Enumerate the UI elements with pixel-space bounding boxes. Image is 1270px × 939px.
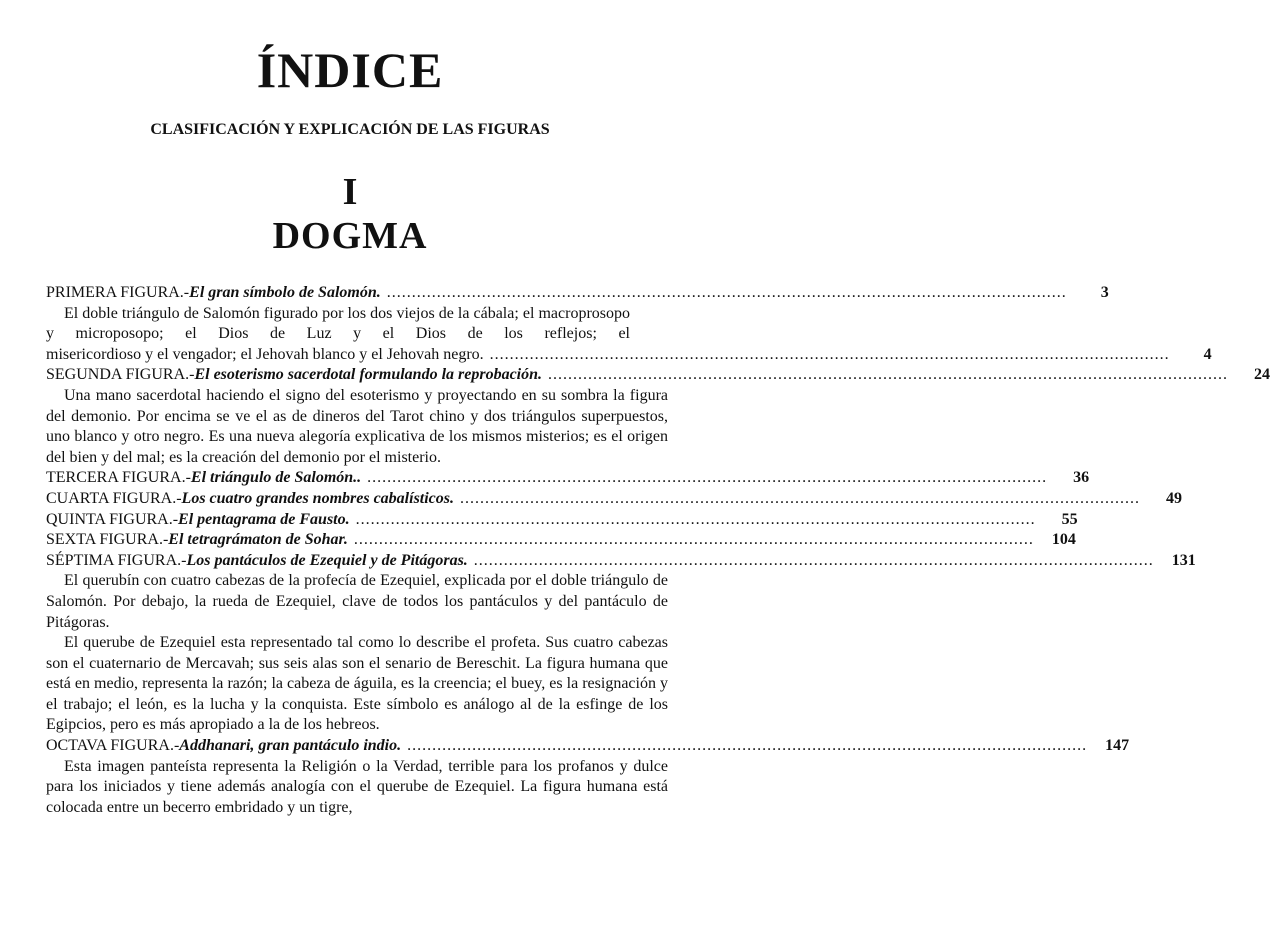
entry-label: QUINTA FIGURA.- [46,510,179,528]
page-title: ÍNDICE [256,42,444,98]
entry-label: SEXTA FIGURA.- [46,531,169,549]
index-content [46,283,1270,818]
entry-page: 104 [1051,531,1076,549]
entry-title: El pentagrama de Fausto. [178,510,350,528]
entry-title: El esoterismo sacerdotal formulando la reprobación. [194,366,543,384]
leader-dots: ........................................................................................................................................ [548,366,1229,384]
entry-description: El querube de Ezequiel esta representado tal como lo describe el profeta. Sus cuatro cabezas son el cuaternario de Mercavah; sus seis alas son el senario de Bereschit. La figura humana que está en medio, representa la razón; la cabeza de águila, es la creencia; el buey, es la resignación y el trabajo; el león, es la lucha y la conquista. Este símbolo es análogo al de la esfinge de los Egipcios, pero es más apropiado a la de los hebreos. [46,634,668,734]
leader-dots: ........................................................................................................................................ [489,345,1170,363]
index-entry-octava[interactable] [46,736,1130,757]
entry-page: 147 [1105,737,1130,755]
entry-description: Esta imagen panteísta representa la Religión o la Verdad, terrible para los profanos y dulce para los iniciados y tiene además analogía con el querube de Ezequiel. La figura humana está colocada entre un becerro embridado y un tigre, [46,757,668,816]
entry-description: Una mano sacerdotal haciendo el signo del esoterismo y proyectando en su sombra la figura del demonio. Por encima se ve el as de dineros del Tarot chino y dos triángulos superpuestos, uno blanco y otro negro. Es una nueva alegoría explicativa de los mismos misterios; es el origen del bien y del mal; es la creación del demonio por el misterio. [46,386,668,466]
entry-page: 49 [1166,489,1183,507]
entry-description-text: misericordioso y el vengador; el Jehovah blanco y el Jehovah negro. [46,345,484,363]
entry-description-last-line [46,345,1212,366]
entry-page: 3 [1100,284,1109,301]
entry-page: 4 [1203,345,1212,363]
entry-label: SEGUNDA FIGURA.- [46,366,195,384]
entry-page: 36 [1073,469,1090,487]
entry-page: 24 [1254,366,1270,384]
entry-title: Addhanari, gran pantáculo indio. [179,737,402,755]
entry-label: CUARTA FIGURA.- [46,489,182,507]
part-title: DOGMA [272,215,428,257]
entry-title: Los cuatro grandes nombres cabalísticos. [181,489,455,507]
entry-title: El gran símbolo de Salomón. [189,284,381,301]
index-entry-septima[interactable] [46,551,1196,572]
leader-dots: ........................................................................................................................................ [460,489,1141,507]
entry-label: PRIMERA FIGURA.- [46,284,190,301]
leader-dots: ........................................................................................................................................ [355,510,1036,528]
page-subtitle: CLASIFICACIÓN Y EXPLICACIÓN DE LAS FIGURAS [150,121,550,138]
entry-label: SÉPTIMA FIGURA.- [46,551,187,569]
part-numeral: I [342,171,358,213]
leader-dots: ........................................................................................................................................ [407,737,1088,755]
entry-description: El doble triángulo de Salomón figurado por los dos viejos de la cábala; el macroprosopo y microposopo; el Dios de Luz y el Dios de los reflejos; el [46,304,630,343]
leader-dots: ........................................................................................................................................ [386,284,1067,301]
entry-page: 55 [1061,510,1078,528]
index-entry-primera[interactable] [46,283,1109,304]
index-entry-cuarta[interactable] [46,489,1183,510]
entry-label: TERCERA FIGURA.- [46,469,191,487]
entry-title: El triángulo de Salomón.. [190,469,362,487]
entry-description: El querubín con cuatro cabezas de la profecía de Ezequiel, explicada por el doble triángulo de Salomón. Por debajo, la rueda de Ezequiel, clave de todos los pantáculos y del pantáculo de Pitágoras. [46,572,668,631]
leader-dots: ........................................................................................................................................ [367,469,1048,487]
index-entry-sexta[interactable] [46,530,1076,551]
index-entry-quinta[interactable] [46,510,1078,531]
entry-page: 131 [1171,551,1196,569]
index-entry-tercera[interactable] [46,468,1090,489]
entry-title: El tetragrámaton de Sohar. [168,531,348,549]
index-entry-segunda[interactable] [46,365,1270,386]
leader-dots: ........................................................................................................................................ [473,551,1154,569]
entry-title: Los pantáculos de Ezequiel y de Pitágoras. [186,551,468,569]
entry-label: OCTAVA FIGURA.- [46,737,180,755]
leader-dots: ........................................................................................................................................ [353,531,1034,549]
